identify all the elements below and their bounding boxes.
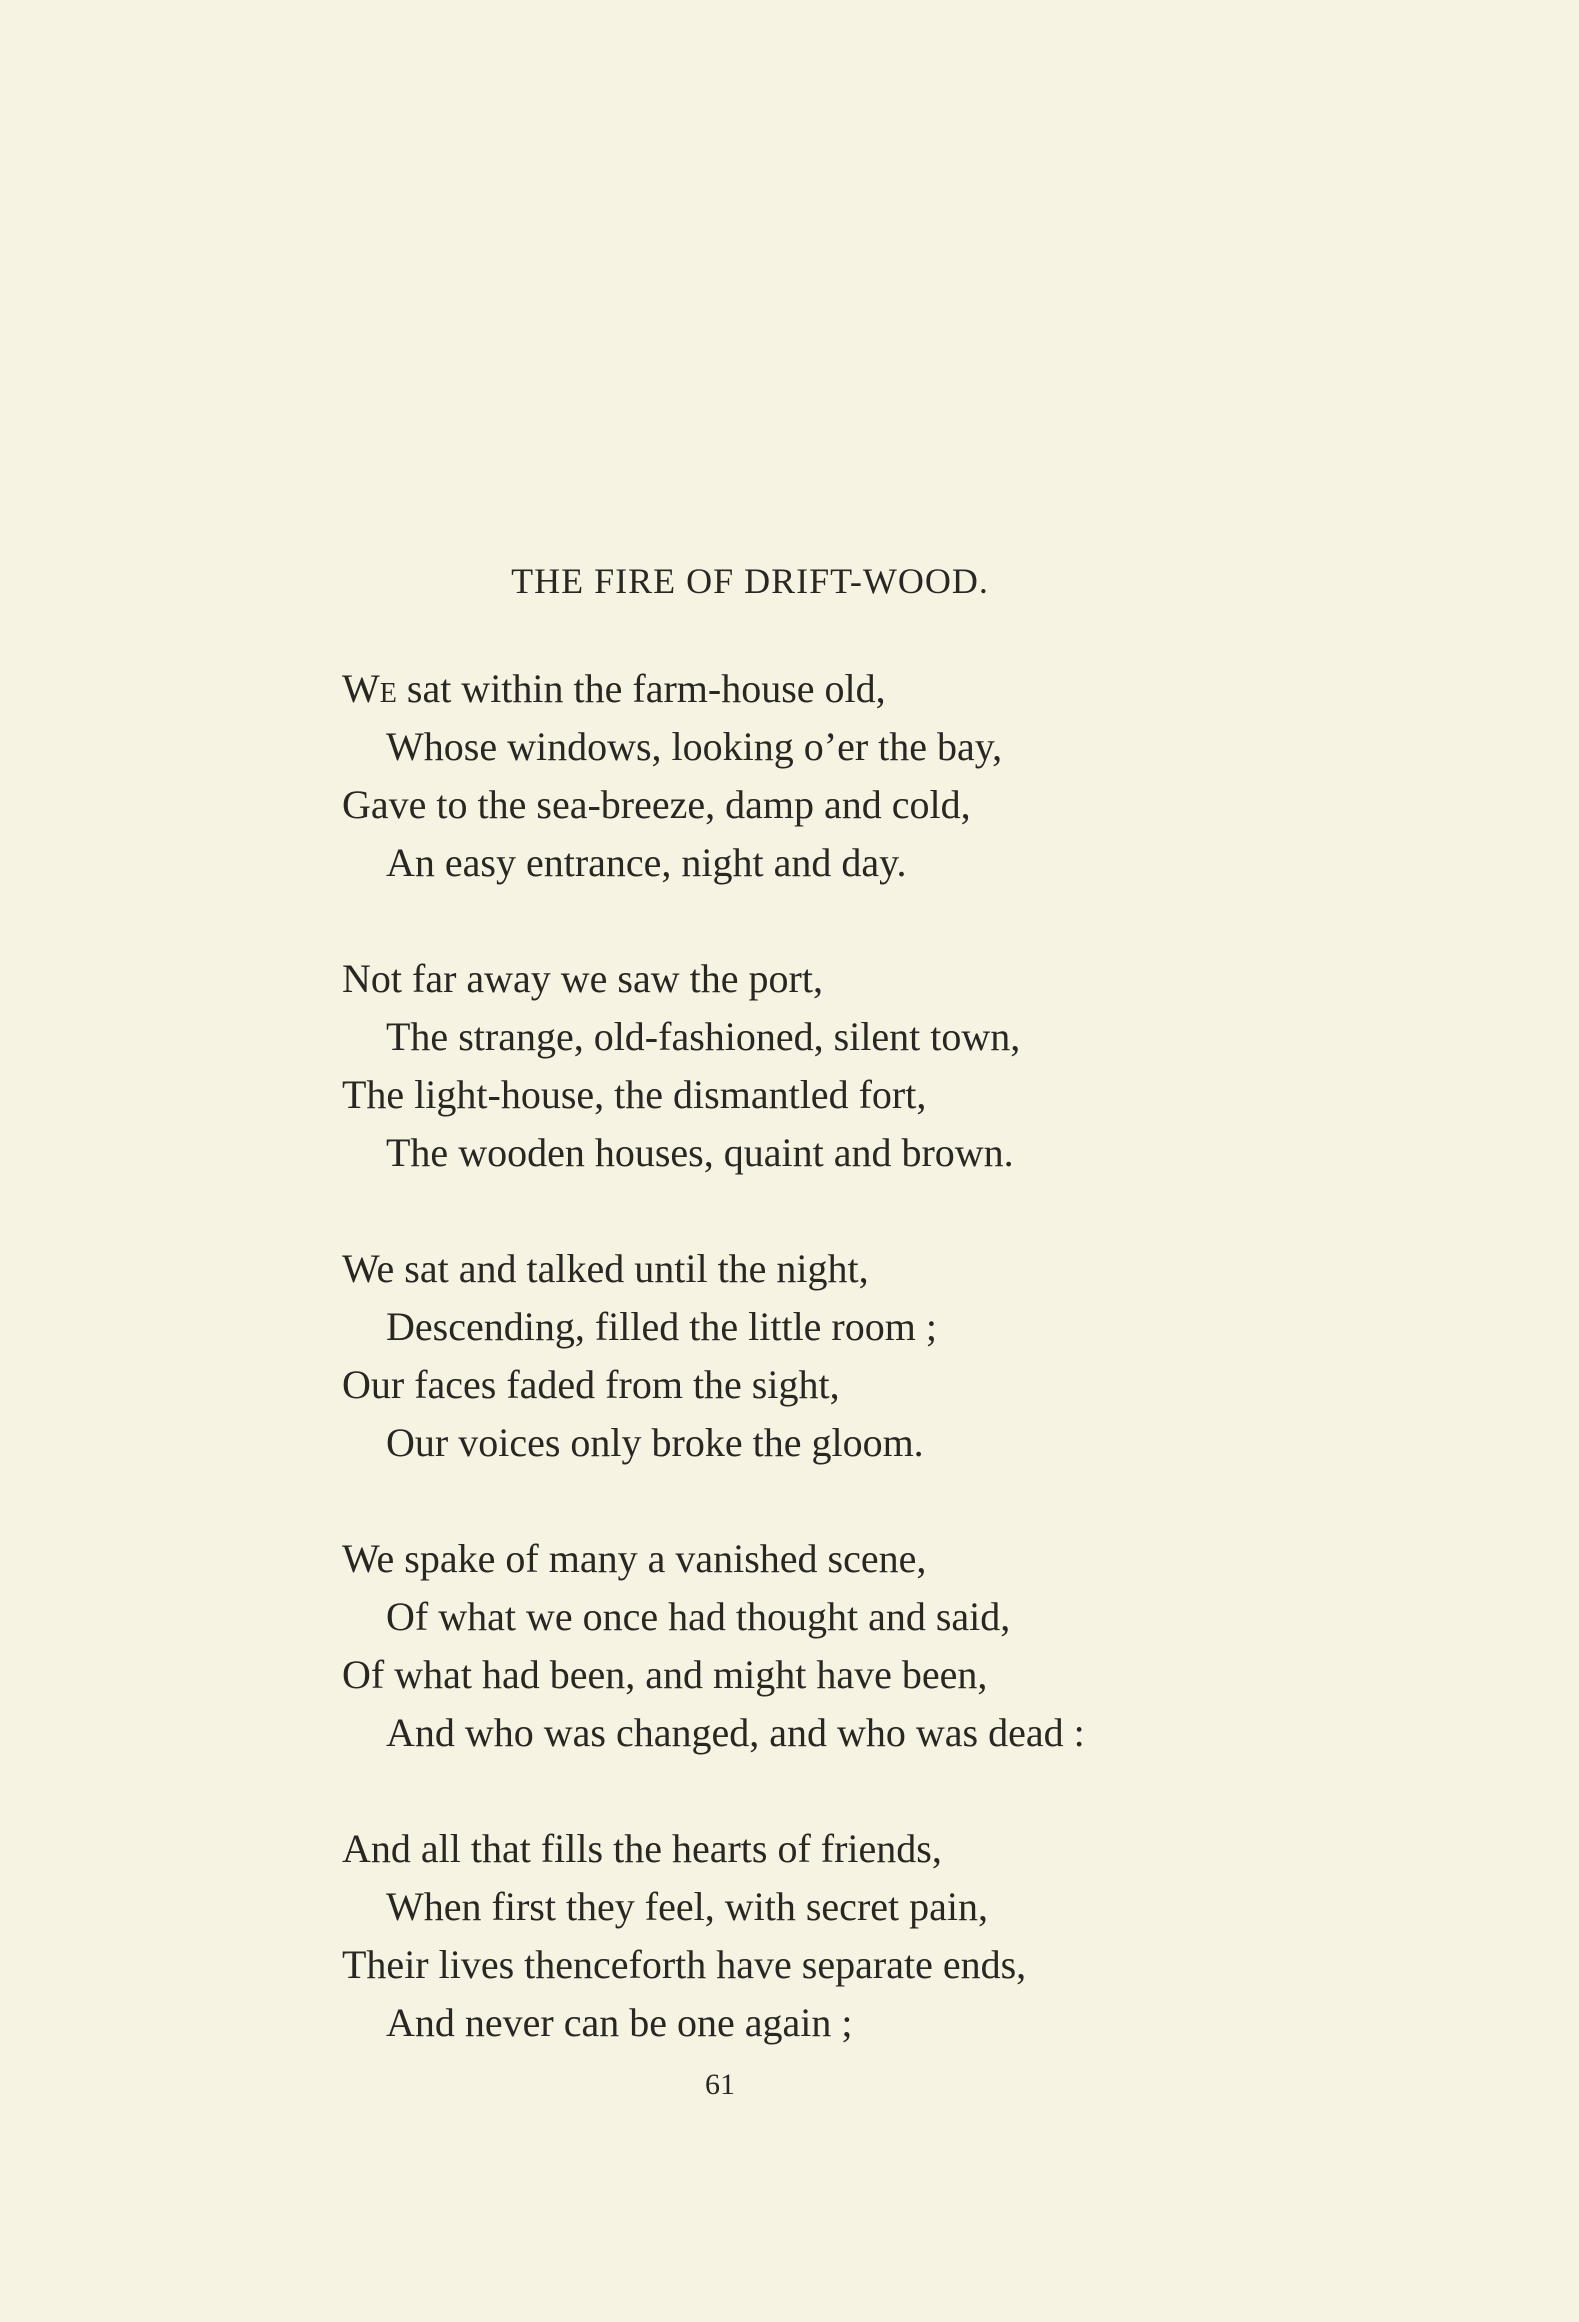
stanza-2 (342, 950, 1342, 1182)
initial-letter: W (342, 666, 380, 711)
poem-line: Their lives thenceforth have separate ends, (342, 1942, 1027, 1987)
poem-line: The strange, old-fashioned, silent town, (386, 1014, 1021, 1059)
poem-line (342, 660, 1342, 718)
poem-line: Not far away we saw the port, (342, 956, 823, 1001)
poem-line: An easy entrance, night and day. (386, 840, 907, 885)
poem-line: And all that fills the hearts of friends, (342, 1826, 942, 1871)
poem-line: Whose windows, looking o’er the bay, (386, 724, 1003, 769)
poem-body (342, 660, 1342, 2110)
poem-line: We spake of many a vanished scene, (342, 1536, 927, 1581)
poem-line: We sat and talked until the night, (342, 1246, 869, 1291)
poem-line: Our faces faded from the sight, (342, 1362, 840, 1407)
stanza-5 (342, 1820, 1342, 2052)
poem-line: The wooden houses, quaint and brown. (386, 1130, 1014, 1175)
drop-initial (342, 666, 397, 711)
poem-line: Our voices only broke the gloom. (386, 1420, 924, 1465)
poem-line: And never can be one again ; (386, 2000, 853, 2045)
stanza-3 (342, 1240, 1342, 1472)
poem-line: The light-house, the dismantled fort, (342, 1072, 927, 1117)
initial-rest: e (379, 666, 397, 711)
poem-line: Of what had been, and might have been, (342, 1652, 988, 1697)
line-text: sat within the farm-house old, (396, 666, 886, 711)
poem-line: And who was changed, and who was dead : (386, 1710, 1085, 1755)
poem-title: THE FIRE OF DRIFT-WOOD. (511, 561, 989, 601)
page-number: 61 (705, 2068, 735, 2101)
stanza-1 (342, 660, 1342, 892)
poem-line: Of what we once had thought and said, (386, 1594, 1011, 1639)
poem-line: When first they feel, with secret pain, (386, 1884, 988, 1929)
stanza-4 (342, 1530, 1342, 1762)
poem-line: Gave to the sea-breeze, damp and cold, (342, 782, 971, 827)
poem-line: Descending, filled the little room ; (386, 1304, 937, 1349)
